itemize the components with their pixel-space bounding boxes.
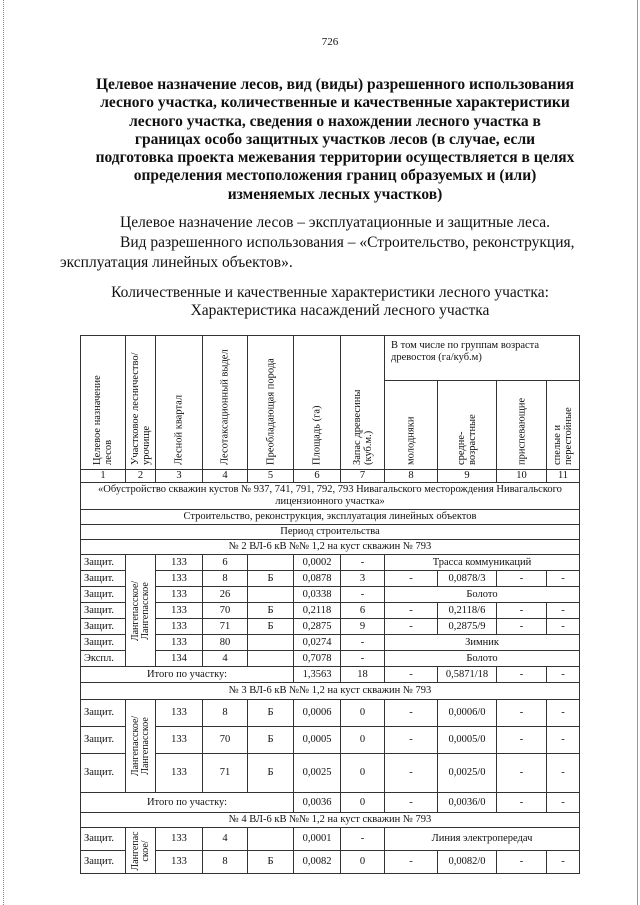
cell-stock: 0 bbox=[341, 851, 385, 874]
cell-middle-aged: 0,2875/9 bbox=[438, 619, 497, 635]
cell-quarter: 133 bbox=[156, 754, 203, 793]
cell-ripening: - bbox=[497, 700, 547, 727]
cell-purpose: Защит. bbox=[81, 828, 126, 851]
cell-species: Б bbox=[248, 851, 294, 874]
section-title-row bbox=[81, 540, 580, 555]
cell-young: - bbox=[385, 727, 438, 754]
cell-purpose: Защит. bbox=[81, 635, 126, 651]
usage-type: Строительство, реконструкция, эксплуатация линейных объектов bbox=[81, 510, 580, 525]
header-row-top bbox=[81, 336, 580, 381]
header-mature: спелые и перестойные bbox=[547, 381, 580, 470]
usage-type-row bbox=[81, 510, 580, 525]
cell-plot: 8 bbox=[203, 571, 248, 587]
cell-land-type: Трасса коммуникаций bbox=[385, 555, 580, 571]
cell-ripening: - bbox=[497, 619, 547, 635]
cell-plot: 71 bbox=[203, 754, 248, 793]
cell-purpose: Защит. bbox=[81, 727, 126, 754]
cell-species: Б bbox=[248, 603, 294, 619]
cell-quarter: 133 bbox=[156, 828, 203, 851]
cell-species: Б bbox=[248, 727, 294, 754]
cell-area: 0,2875 bbox=[294, 619, 341, 635]
total-row bbox=[81, 667, 580, 683]
cell-young: - bbox=[385, 851, 438, 874]
table-caption-sub: Характеристика насаждений лесного участка bbox=[190, 302, 490, 319]
total-middle-aged: 0,0036/0 bbox=[438, 793, 497, 813]
cell-land-type: Линия электропередач bbox=[385, 828, 580, 851]
header-area: Площадь (га) bbox=[294, 336, 341, 470]
cell-quarter: 133 bbox=[156, 700, 203, 727]
cell-young: - bbox=[385, 754, 438, 793]
cell-plot: 71 bbox=[203, 619, 248, 635]
cell-stock: 0 bbox=[341, 727, 385, 754]
cell-plot: 80 bbox=[203, 635, 248, 651]
cell-species bbox=[248, 651, 294, 667]
section-title-row bbox=[81, 813, 580, 828]
cell-mature: - bbox=[547, 851, 580, 874]
project-row bbox=[81, 483, 580, 510]
cell-quarter: 133 bbox=[156, 619, 203, 635]
cell-mature: - bbox=[547, 754, 580, 793]
cell-mature: - bbox=[547, 700, 580, 727]
cell-purpose: Защит. bbox=[81, 571, 126, 587]
cell-purpose: Защит. bbox=[81, 603, 126, 619]
col-num: 11 bbox=[547, 470, 580, 483]
col-num: 2 bbox=[126, 470, 156, 483]
scan-edge-right bbox=[637, 0, 638, 905]
cell-plot: 4 bbox=[203, 828, 248, 851]
total-young: - bbox=[385, 667, 438, 683]
header-species: Преобладающая порода bbox=[248, 336, 294, 470]
col-num: 1 bbox=[81, 470, 126, 483]
table-row bbox=[81, 828, 580, 851]
cell-purpose: Экспл. bbox=[81, 651, 126, 667]
page-number: 726 bbox=[321, 36, 339, 48]
cell-quarter: 133 bbox=[156, 571, 203, 587]
cell-area: 0,0338 bbox=[294, 587, 341, 603]
col-num: 4 bbox=[203, 470, 248, 483]
cell-mature: - bbox=[547, 571, 580, 587]
cell-stock: 6 bbox=[341, 603, 385, 619]
cell-plot: 26 bbox=[203, 587, 248, 603]
cell-area: 0,7078 bbox=[294, 651, 341, 667]
cell-purpose: Защит. bbox=[81, 555, 126, 571]
total-stock: 0 bbox=[341, 793, 385, 813]
cell-stock: 0 bbox=[341, 700, 385, 727]
col-num: 3 bbox=[156, 470, 203, 483]
total-row bbox=[81, 793, 580, 813]
cell-middle-aged: 0,0025/0 bbox=[438, 754, 497, 793]
total-young: - bbox=[385, 793, 438, 813]
col-num: 9 bbox=[438, 470, 497, 483]
cell-ripening: - bbox=[497, 571, 547, 587]
cell-species: Б bbox=[248, 619, 294, 635]
cell-quarter: 133 bbox=[156, 635, 203, 651]
cell-young: - bbox=[385, 700, 438, 727]
cell-plot: 8 bbox=[203, 700, 248, 727]
cell-mature: - bbox=[547, 603, 580, 619]
cell-area: 0,0002 bbox=[294, 555, 341, 571]
cell-stock: 3 bbox=[341, 571, 385, 587]
cell-quarter: 133 bbox=[156, 851, 203, 874]
cell-ripening: - bbox=[497, 603, 547, 619]
usage-type-paragraph-line1: Вид разрешенного использования – «Строительство, реконструкция, bbox=[120, 234, 575, 251]
cell-forestry: Лангепасское/ Лангепасское bbox=[126, 700, 156, 793]
col-num: 8 bbox=[385, 470, 438, 483]
total-label: Итого по участку: bbox=[81, 667, 294, 683]
cell-land-type: Болото bbox=[385, 651, 580, 667]
usage-type-paragraph-line2: эксплуатация линейных объектов». bbox=[60, 254, 293, 271]
total-label: Итого по участку: bbox=[81, 793, 294, 813]
header-ripening: приспевающие bbox=[497, 381, 547, 470]
cell-stock: - bbox=[341, 635, 385, 651]
cell-middle-aged: 0,0878/3 bbox=[438, 571, 497, 587]
period-row bbox=[81, 525, 580, 540]
cell-stock: - bbox=[341, 651, 385, 667]
col-num: 7 bbox=[341, 470, 385, 483]
cell-plot: 4 bbox=[203, 651, 248, 667]
header-plot: Лесотаксационный выдел bbox=[203, 336, 248, 470]
header-stock: Запас древесины (куб.м.) bbox=[341, 336, 385, 470]
table-caption-main: Количественные и качественные характеристики лесного участка: bbox=[111, 284, 549, 301]
cell-stock: - bbox=[341, 828, 385, 851]
cell-land-type: Зимник bbox=[385, 635, 580, 651]
cell-species bbox=[248, 587, 294, 603]
project-name: «Обустройство скважин кустов № 937, 741, 791, 792, 793 Нивагальского месторождения Нивагальского лицензионного участка» bbox=[81, 483, 580, 510]
header-quarter: Лесной квартал bbox=[156, 336, 203, 470]
table-row bbox=[81, 700, 580, 727]
total-mature: - bbox=[547, 793, 580, 813]
cell-purpose: Защит. bbox=[81, 754, 126, 793]
cell-plot: 70 bbox=[203, 727, 248, 754]
forest-purpose-paragraph: Целевое назначение лесов – эксплуатационные и защитные леса. bbox=[120, 214, 551, 231]
cell-species: Б bbox=[248, 700, 294, 727]
document-title: Целевое назначение лесов, вид (виды) разрешенного использования лесного участка, количественные и качественные характеристики лесного участка, сведения о нахождении лесного участка в границах особо защитных участков лесов (в случае, если подготовка проекта межевания территории осуществляется в целях определения местоположения границ образуемых и (или) изменяемых лесных участков) bbox=[95, 76, 575, 203]
total-area: 0,0036 bbox=[294, 793, 341, 813]
header-age-groups: В том числе по группам возраста древостоя (га/куб.м) bbox=[385, 336, 580, 381]
cell-area: 0,0005 bbox=[294, 727, 341, 754]
cell-middle-aged: 0,0082/0 bbox=[438, 851, 497, 874]
cell-purpose: Защит. bbox=[81, 587, 126, 603]
cell-stock: - bbox=[341, 555, 385, 571]
cell-mature: - bbox=[547, 619, 580, 635]
cell-species bbox=[248, 555, 294, 571]
cell-area: 0,0082 bbox=[294, 851, 341, 874]
section-title: № 3 ВЛ-6 кВ №№ 1,2 на куст скважин № 793 bbox=[81, 683, 580, 700]
header-young: молодняки bbox=[385, 381, 438, 470]
cell-area: 0,0878 bbox=[294, 571, 341, 587]
header-forestry: Участковое лесничество/урочище bbox=[126, 336, 156, 470]
total-stock: 18 bbox=[341, 667, 385, 683]
cell-young: - bbox=[385, 619, 438, 635]
total-area: 1,3563 bbox=[294, 667, 341, 683]
cell-ripening: - bbox=[497, 727, 547, 754]
cell-ripening: - bbox=[497, 754, 547, 793]
period: Период строительства bbox=[81, 525, 580, 540]
cell-ripening: - bbox=[497, 851, 547, 874]
cell-forestry: Лангепасское/ Лангепасское bbox=[126, 555, 156, 667]
total-ripening: - bbox=[497, 667, 547, 683]
cell-species bbox=[248, 635, 294, 651]
col-num: 6 bbox=[294, 470, 341, 483]
cell-young: - bbox=[385, 571, 438, 587]
cell-quarter: 133 bbox=[156, 603, 203, 619]
cell-purpose: Защит. bbox=[81, 619, 126, 635]
cell-land-type: Болото bbox=[385, 587, 580, 603]
column-number-row bbox=[81, 470, 580, 483]
cell-stock: 0 bbox=[341, 754, 385, 793]
cell-purpose: Защит. bbox=[81, 851, 126, 874]
cell-middle-aged: 0,2118/6 bbox=[438, 603, 497, 619]
section-title-row bbox=[81, 683, 580, 700]
table-row bbox=[81, 555, 580, 571]
total-middle-aged: 0,5871/18 bbox=[438, 667, 497, 683]
cell-species bbox=[248, 828, 294, 851]
col-num: 5 bbox=[248, 470, 294, 483]
cell-quarter: 133 bbox=[156, 727, 203, 754]
total-mature: - bbox=[547, 667, 580, 683]
total-ripening: - bbox=[497, 793, 547, 813]
cell-plot: 70 bbox=[203, 603, 248, 619]
cell-species: Б bbox=[248, 571, 294, 587]
cell-purpose: Защит. bbox=[81, 700, 126, 727]
scan-edge-left bbox=[3, 0, 4, 905]
cell-area: 0,0006 bbox=[294, 700, 341, 727]
cell-quarter: 134 bbox=[156, 651, 203, 667]
cell-area: 0,2118 bbox=[294, 603, 341, 619]
cell-quarter: 133 bbox=[156, 555, 203, 571]
section-title: № 2 ВЛ-6 кВ №№ 1,2 на куст скважин № 793 bbox=[81, 540, 580, 555]
cell-middle-aged: 0,0005/0 bbox=[438, 727, 497, 754]
col-num: 10 bbox=[497, 470, 547, 483]
cell-plot: 8 bbox=[203, 851, 248, 874]
cell-area: 0,0025 bbox=[294, 754, 341, 793]
cell-area: 0,0274 bbox=[294, 635, 341, 651]
cell-forestry: Лангепас ское/ bbox=[126, 828, 156, 874]
section-title: № 4 ВЛ-6 кВ №№ 1,2 на куст скважин № 793 bbox=[81, 813, 580, 828]
cell-species: Б bbox=[248, 754, 294, 793]
header-forest-purpose: Целевое назначение лесов bbox=[81, 336, 126, 470]
header-middle-aged: средне-возрастные bbox=[438, 381, 497, 470]
cell-plot: 6 bbox=[203, 555, 248, 571]
cell-middle-aged: 0,0006/0 bbox=[438, 700, 497, 727]
cell-quarter: 133 bbox=[156, 587, 203, 603]
cell-area: 0,0001 bbox=[294, 828, 341, 851]
forest-stand-table bbox=[80, 335, 580, 874]
cell-stock: 9 bbox=[341, 619, 385, 635]
cell-stock: - bbox=[341, 587, 385, 603]
cell-mature: - bbox=[547, 727, 580, 754]
cell-young: - bbox=[385, 603, 438, 619]
